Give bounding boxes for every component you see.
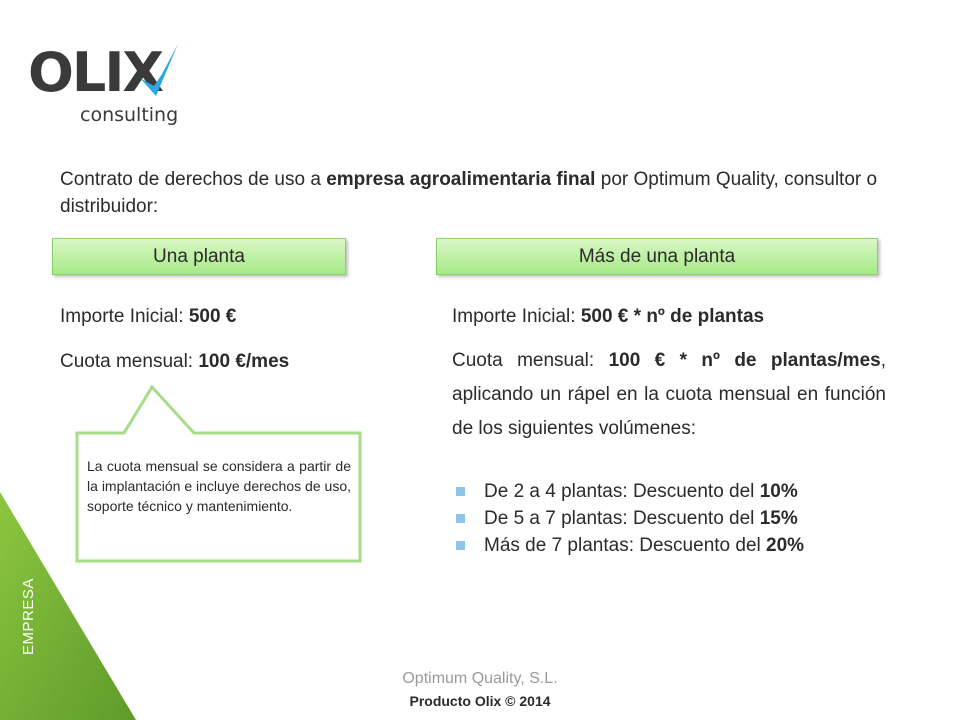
left-monthly-fee: Cuota mensual: 100 €/mes <box>60 351 290 372</box>
list-item: De 2 a 4 plantas: Descuento del 10% <box>452 478 804 505</box>
side-label: EMPRESA <box>20 578 37 655</box>
right-monthly-fee: Cuota mensual: 100 € * nº de plantas/mes, aplicando un rápel en la cuota mensual en función de los siguientes volúmenes: <box>452 350 886 439</box>
intro-bold: empresa agroalimentaria final <box>326 169 596 190</box>
discount-list <box>452 478 804 559</box>
footer-company: Optimum Quality, S.L. <box>402 670 558 687</box>
right-initial-fee: Importe Inicial: 500 € * nº de plantas <box>452 306 765 327</box>
checkmark-icon <box>28 40 188 130</box>
list-item: Más de 7 plantas: Descuento del 20% <box>452 532 804 559</box>
note-text: La cuota mensual se considera a partir de la implantación e incluye derechos de uso, soporte técnico y mantenimiento. <box>87 458 351 514</box>
olix-logo <box>28 40 188 130</box>
intro-text: Contrato de derechos de uso a empresa agroalimentaria final por Optimum Quality, consultor o distribuidor: <box>60 169 878 217</box>
option-many-plants: Más de una planta <box>436 238 878 275</box>
logo-subtitle: consulting <box>80 104 179 126</box>
list-item: De 5 a 7 plantas: Descuento del 15% <box>452 505 804 532</box>
footer-product: Producto Olix © 2014 <box>409 693 551 709</box>
option-one-plant: Una planta <box>52 238 346 275</box>
left-initial-fee: Importe Inicial: 500 € <box>60 306 237 327</box>
logo-word: OLIX <box>28 41 163 104</box>
bullet-square-icon <box>456 514 465 523</box>
bullet-square-icon <box>456 541 465 550</box>
bullet-square-icon <box>456 487 465 496</box>
